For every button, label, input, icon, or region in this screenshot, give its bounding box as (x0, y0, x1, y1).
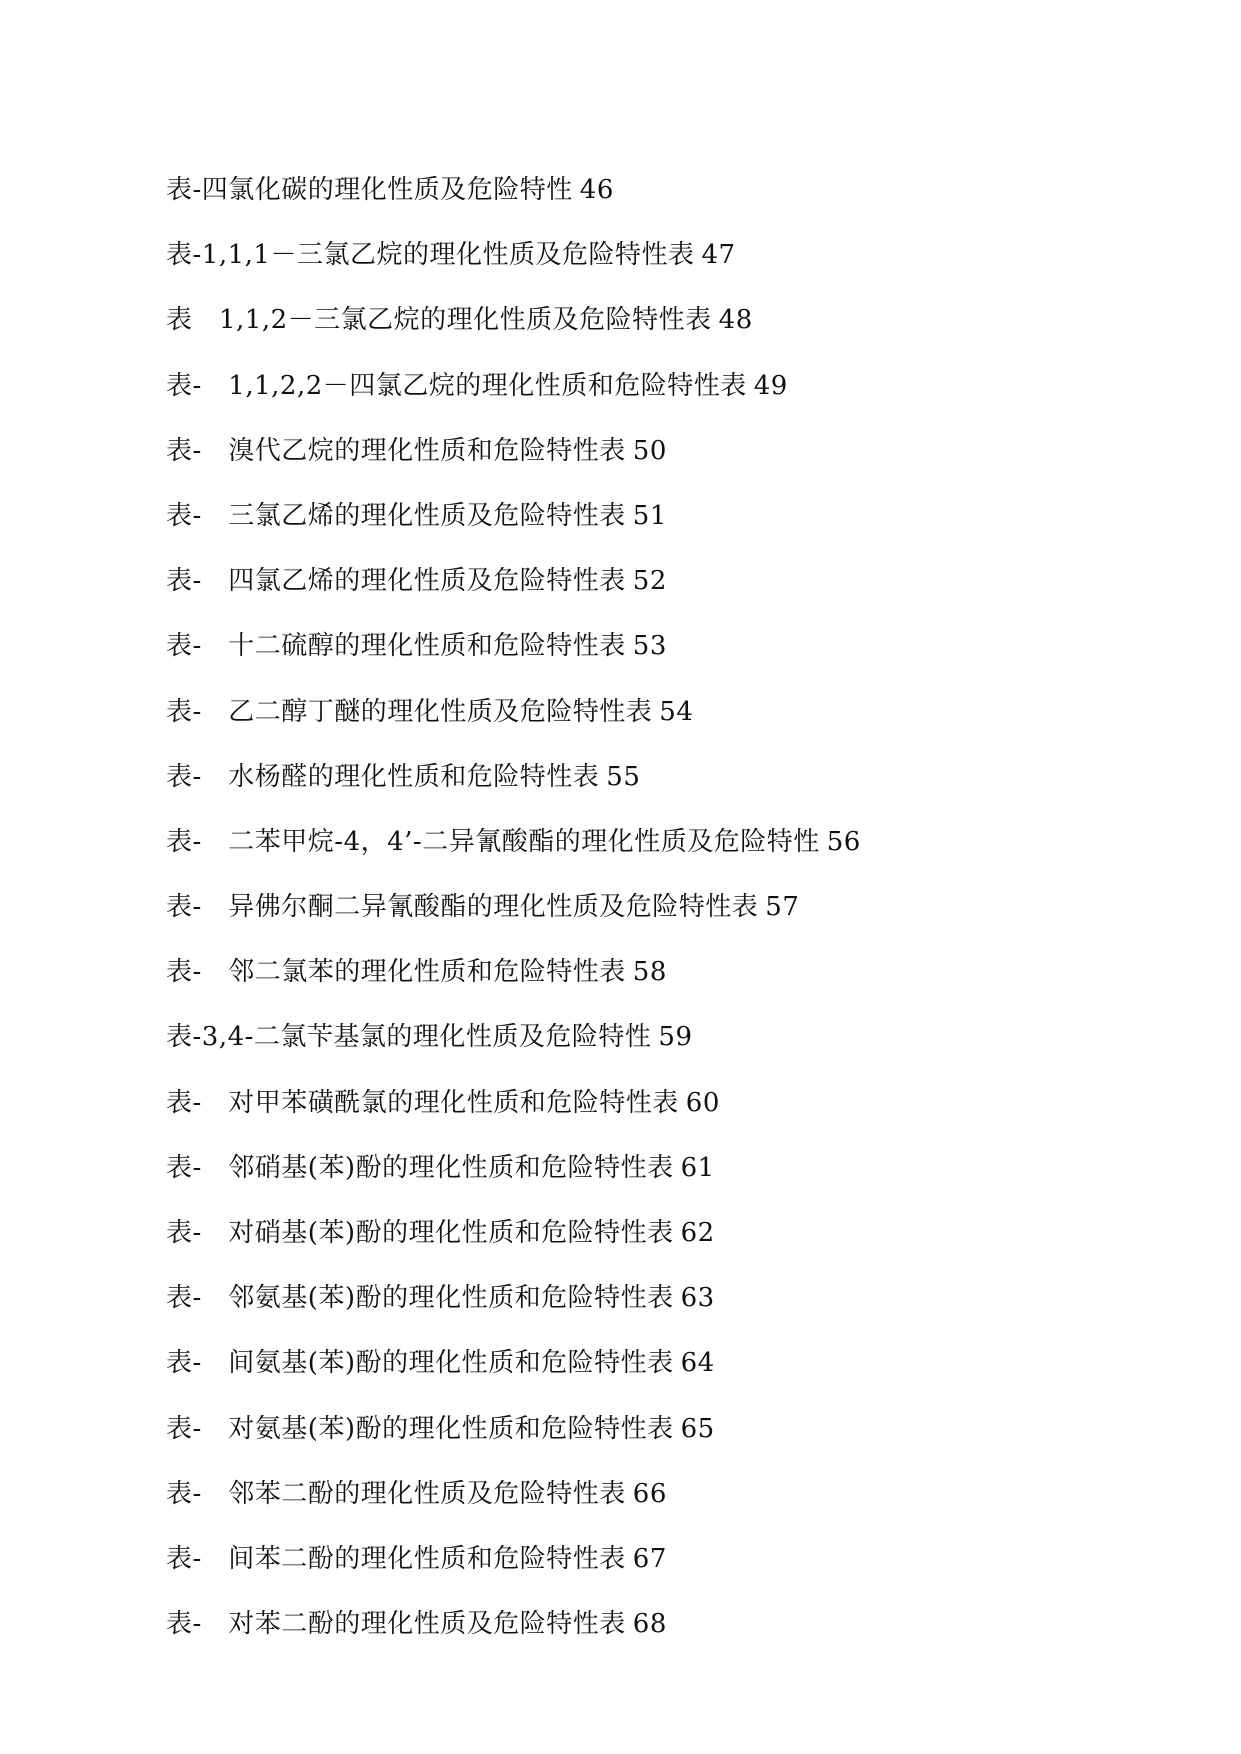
toc-entry-title: 表-3,4-二氯苄基氯的理化性质及危险特性 (166, 1022, 652, 1053)
toc-entry-title: 表- 二苯甲烷-4，4’-二异氰酸酯的理化性质及危险特性 (166, 826, 820, 857)
toc-entry-title: 表- 对硝基(苯)酚的理化性质和危险特性表 (166, 1218, 674, 1248)
toc-entry-title: 表- 水杨醛的理化性质和危险特性表 (166, 761, 600, 792)
toc-entry-page-number: 64 (680, 1348, 715, 1379)
toc-entry-page-number: 56 (826, 826, 861, 857)
toc-entry-title: 表- 异佛尔酮二异氰酸酯的理化性质及危险特性表 (166, 892, 759, 923)
toc-entry-title: 表-1,1,1－三氯乙烷的理化性质及危险特性表 (166, 240, 695, 271)
toc-entry[interactable] (166, 882, 1166, 947)
table-of-contents (166, 165, 1166, 1664)
toc-entry[interactable] (166, 817, 1166, 882)
toc-entry[interactable] (166, 426, 1166, 491)
toc-entry-page-number: 57 (765, 892, 800, 923)
toc-entry[interactable] (166, 1338, 1166, 1403)
toc-entry[interactable] (166, 556, 1166, 621)
toc-entry[interactable] (166, 295, 1166, 360)
toc-entry-page-number: 66 (632, 1478, 667, 1509)
toc-entry[interactable] (166, 1273, 1166, 1338)
toc-entry-title: 表- 对甲苯磺酰氯的理化性质和危险特性表 (166, 1087, 679, 1118)
toc-entry[interactable] (166, 687, 1166, 752)
toc-entry-page-number: 61 (680, 1152, 715, 1183)
toc-entry-page-number: 65 (680, 1413, 715, 1444)
toc-entry-title: 表- 四氯乙烯的理化性质及危险特性表 (166, 566, 626, 597)
toc-entry-page-number: 68 (632, 1609, 667, 1640)
toc-entry-page-number: 48 (718, 305, 753, 336)
toc-entry-page-number: 55 (606, 761, 641, 792)
toc-entry-title: 表-四氯化碳的理化性质及危险特性 (166, 175, 573, 205)
toc-entry-page-number: 60 (685, 1087, 720, 1118)
toc-entry-page-number: 62 (680, 1218, 715, 1248)
toc-entry[interactable] (166, 1469, 1166, 1534)
toc-entry-page-number: 51 (632, 500, 667, 531)
toc-entry-title: 表- 三氯乙烯的理化性质及危险特性表 (166, 500, 626, 531)
toc-entry-title: 表- 乙二醇丁醚的理化性质及危险特性表 (166, 696, 653, 727)
toc-entry[interactable] (166, 1208, 1166, 1273)
toc-entry[interactable] (166, 165, 1166, 230)
toc-entry[interactable] (166, 1143, 1166, 1208)
toc-entry[interactable] (166, 491, 1166, 556)
toc-entry-page-number: 52 (632, 566, 667, 597)
toc-entry[interactable] (166, 752, 1166, 817)
toc-entry-title: 表- 对苯二酚的理化性质及危险特性表 (166, 1609, 626, 1640)
toc-entry-page-number: 67 (632, 1543, 667, 1574)
toc-entry[interactable] (166, 947, 1166, 1012)
toc-entry-title: 表- 溴代乙烷的理化性质和危险特性表 (166, 435, 626, 466)
toc-entry-title: 表- 间氨基(苯)酚的理化性质和危险特性表 (166, 1348, 674, 1379)
toc-entry[interactable] (166, 1534, 1166, 1599)
toc-entry-title: 表- 十二硫醇的理化性质和危险特性表 (166, 631, 626, 662)
toc-entry[interactable] (166, 621, 1166, 686)
toc-entry-title: 表- 1,1,2,2－四氯乙烷的理化性质和危险特性表 (166, 370, 747, 401)
toc-entry[interactable] (166, 361, 1166, 426)
toc-entry-page-number: 47 (701, 240, 736, 271)
toc-entry[interactable] (166, 1078, 1166, 1143)
toc-entry-page-number: 50 (632, 435, 667, 466)
toc-entry-title: 表- 对氨基(苯)酚的理化性质和危险特性表 (166, 1413, 674, 1444)
toc-entry-page-number: 54 (659, 696, 694, 727)
toc-entry-page-number: 49 (753, 370, 788, 401)
toc-entry-title: 表- 间苯二酚的理化性质和危险特性表 (166, 1543, 626, 1574)
toc-entry-title: 表- 邻二氯苯的理化性质和危险特性表 (166, 957, 626, 988)
toc-entry-page-number: 63 (680, 1283, 715, 1314)
toc-entry-page-number: 53 (632, 631, 667, 662)
toc-entry-title: 表- 邻氨基(苯)酚的理化性质和危险特性表 (166, 1283, 674, 1314)
toc-entry[interactable] (166, 1599, 1166, 1664)
toc-entry[interactable] (166, 230, 1166, 295)
toc-entry-page-number: 46 (579, 175, 614, 205)
toc-entry[interactable] (166, 1404, 1166, 1469)
toc-entry-page-number: 58 (632, 957, 667, 988)
toc-entry[interactable] (166, 1012, 1166, 1077)
toc-entry-title: 表- 邻硝基(苯)酚的理化性质和危险特性表 (166, 1152, 674, 1183)
toc-entry-page-number: 59 (658, 1022, 693, 1053)
toc-entry-title: 表 1,1,2－三氯乙烷的理化性质及危险特性表 (166, 305, 712, 336)
toc-entry-title: 表- 邻苯二酚的理化性质及危险特性表 (166, 1478, 626, 1509)
